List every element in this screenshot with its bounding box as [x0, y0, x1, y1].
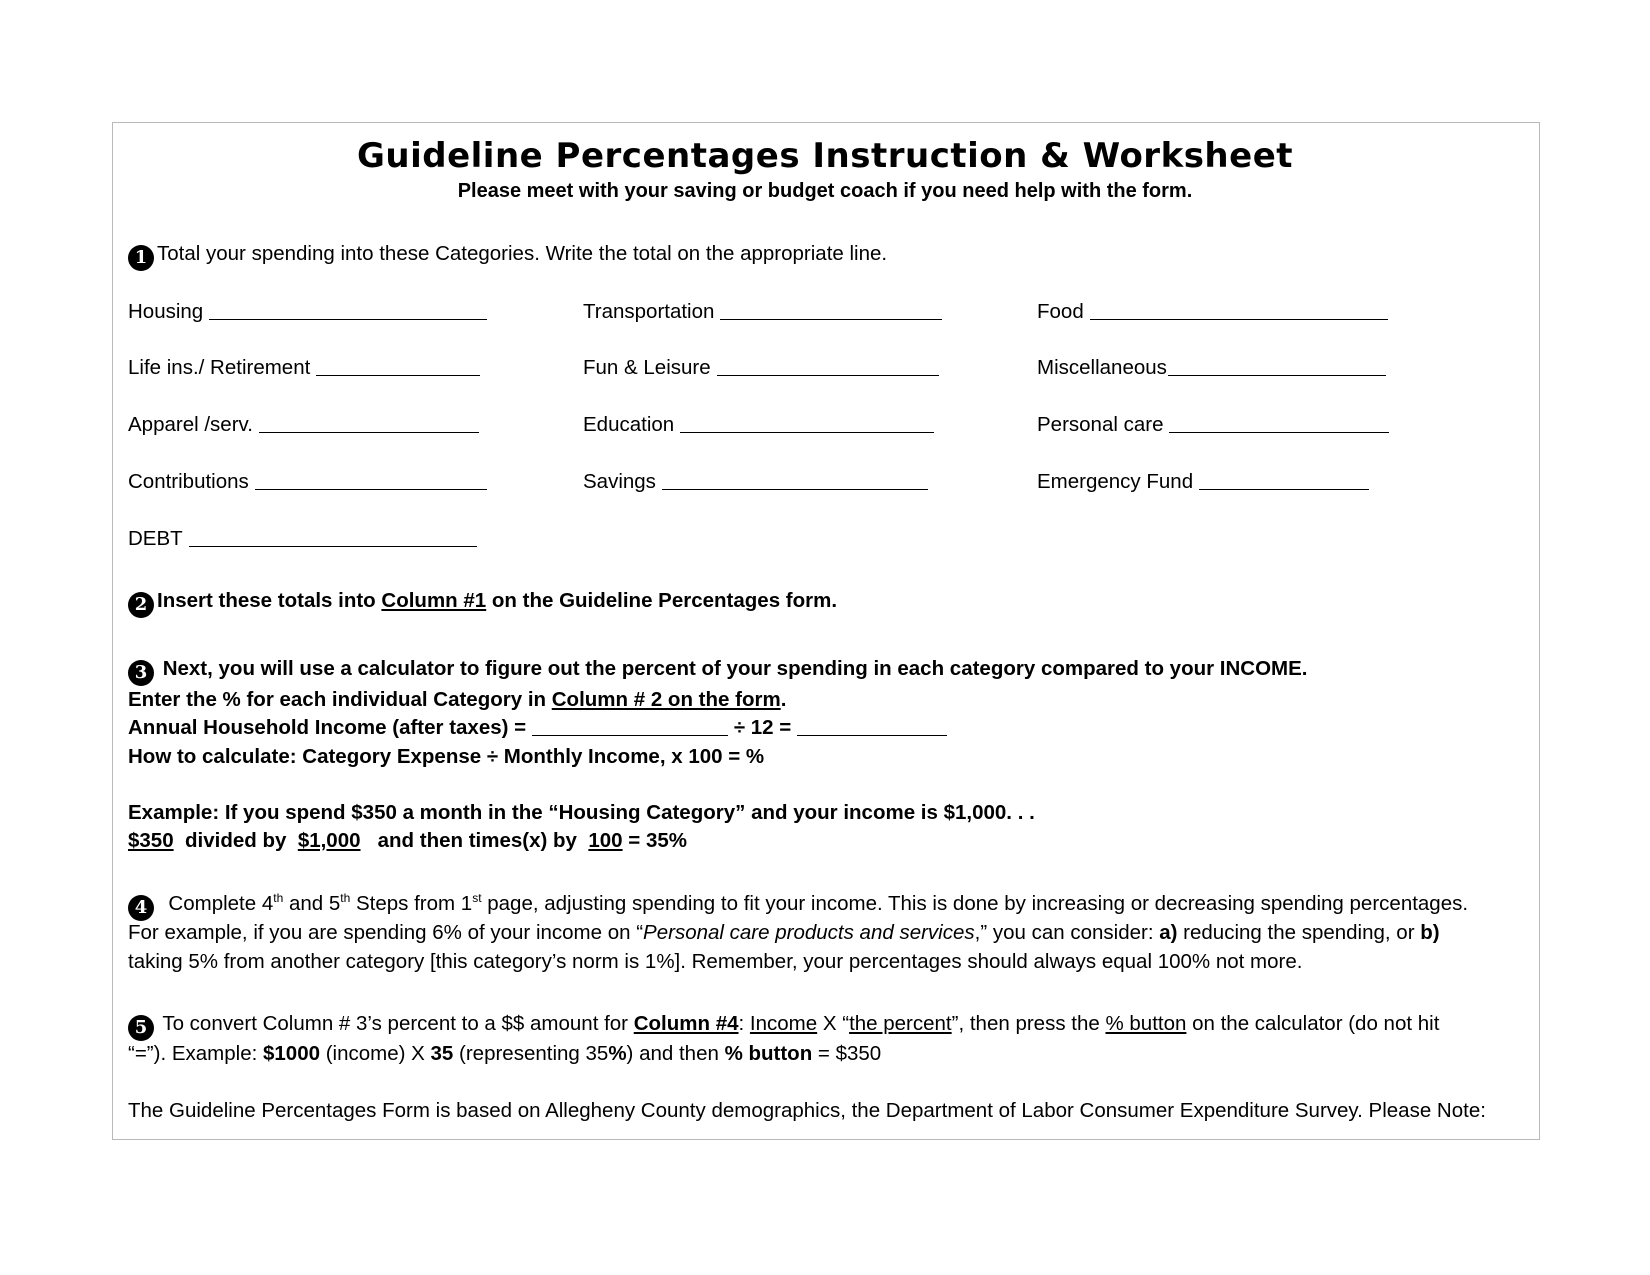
example-calc-line: $350 divided by $1,000 and then times(x) by 100 = 35%: [128, 829, 687, 852]
step-2-number-icon: 2: [128, 592, 154, 618]
housing-field[interactable]: [209, 301, 487, 320]
category-personal-care: Personal care: [1037, 411, 1389, 439]
misc-field[interactable]: [1168, 357, 1386, 376]
step-5-line-2: “=”). Example: $1000 (income) X 35 (representing 35%) and then % button = $350: [128, 1042, 882, 1065]
step-5: 5 To convert Column # 3’s percent to a $$ amount for Column #4: Income X “the percent”, then press the % button on the calculator (do not hit: [128, 1010, 1439, 1041]
apparel-field[interactable]: [259, 414, 479, 433]
life-ins-field[interactable]: [316, 357, 480, 376]
step-4-line-2: For example, if you are spending 6% of your income on “Personal care products and services,” you can consider: a) reducing the spending, or b): [128, 921, 1440, 944]
step-1-number-icon: 1: [128, 245, 154, 271]
category-transportation: Transportation: [583, 298, 942, 326]
category-misc: Miscellaneous: [1037, 354, 1386, 382]
column-1-ref: Column #1: [381, 589, 487, 612]
column-2-ref: Column # 2 on the form: [551, 688, 781, 711]
food-field[interactable]: [1090, 301, 1388, 320]
annual-income-field[interactable]: [532, 717, 728, 736]
calc-line: How to calculate: Category Expense ÷ Monthly Income, x 100 = %: [128, 745, 765, 768]
monthly-income-field[interactable]: [797, 717, 947, 736]
category-debt: DEBT: [128, 525, 477, 553]
page-title: Guideline Percentages Instruction & Worksheet: [356, 136, 1294, 176]
personal-care-field[interactable]: [1169, 414, 1389, 433]
fun-field[interactable]: [717, 357, 939, 376]
column-4-ref: Column #4: [633, 1012, 739, 1035]
page-subtitle: Please meet with your saving or budget coach if you need help with the form.: [457, 180, 1193, 202]
step-5-number-icon: 5: [128, 1015, 154, 1041]
education-field[interactable]: [680, 414, 934, 433]
category-life-ins: Life ins./ Retirement: [128, 354, 480, 382]
worksheet-border: [112, 122, 1540, 1140]
example-line: Example: If you spend $350 a month in the “Housing Category” and your income is $1,000. . .: [128, 801, 1035, 824]
category-emergency: Emergency Fund: [1037, 468, 1369, 496]
step-4-number-icon: 4: [128, 895, 154, 921]
step-2: 2 Insert these totals into Column #1 on the Guideline Percentages form.: [128, 587, 837, 618]
step-3-line-2: Enter the % for each individual Category in Column # 2 on the form.: [128, 688, 787, 711]
category-fun: Fun & Leisure: [583, 354, 939, 382]
emergency-field[interactable]: [1199, 471, 1369, 490]
category-housing: Housing: [128, 298, 487, 326]
category-savings: Savings: [583, 468, 928, 496]
income-line: Annual Household Income (after taxes) = ÷ 12 =: [128, 714, 947, 742]
footer-note: The Guideline Percentages Form is based on Allegheny County demographics, the Department of Labor Consumer Expenditure Survey. Please Note:: [128, 1099, 1486, 1122]
category-contributions: Contributions: [128, 468, 487, 496]
step-3-number-icon: 3: [128, 660, 154, 686]
contributions-field[interactable]: [255, 471, 487, 490]
category-apparel: Apparel /serv.: [128, 411, 479, 439]
step-4: 4 Complete 4th and 5th Steps from 1st page, adjusting spending to fit your income. This is done by increasing or decreasing spending percentages.: [128, 890, 1468, 921]
step-1-text: Total your spending into these Categories. Write the total on the appropriate line.: [157, 242, 888, 265]
step-1: [128, 240, 887, 271]
step-4-line-3: taking 5% from another category [this category’s norm is 1%]. Remember, your percentages should always equal 100% not more.: [128, 950, 1303, 973]
step-3: 3 Next, you will use a calculator to figure out the percent of your spending in each category compared to your INCOME.: [128, 655, 1307, 686]
savings-field[interactable]: [662, 471, 928, 490]
category-food: Food: [1037, 298, 1388, 326]
debt-field[interactable]: [189, 528, 477, 547]
transportation-field[interactable]: [720, 301, 942, 320]
category-education: Education: [583, 411, 934, 439]
